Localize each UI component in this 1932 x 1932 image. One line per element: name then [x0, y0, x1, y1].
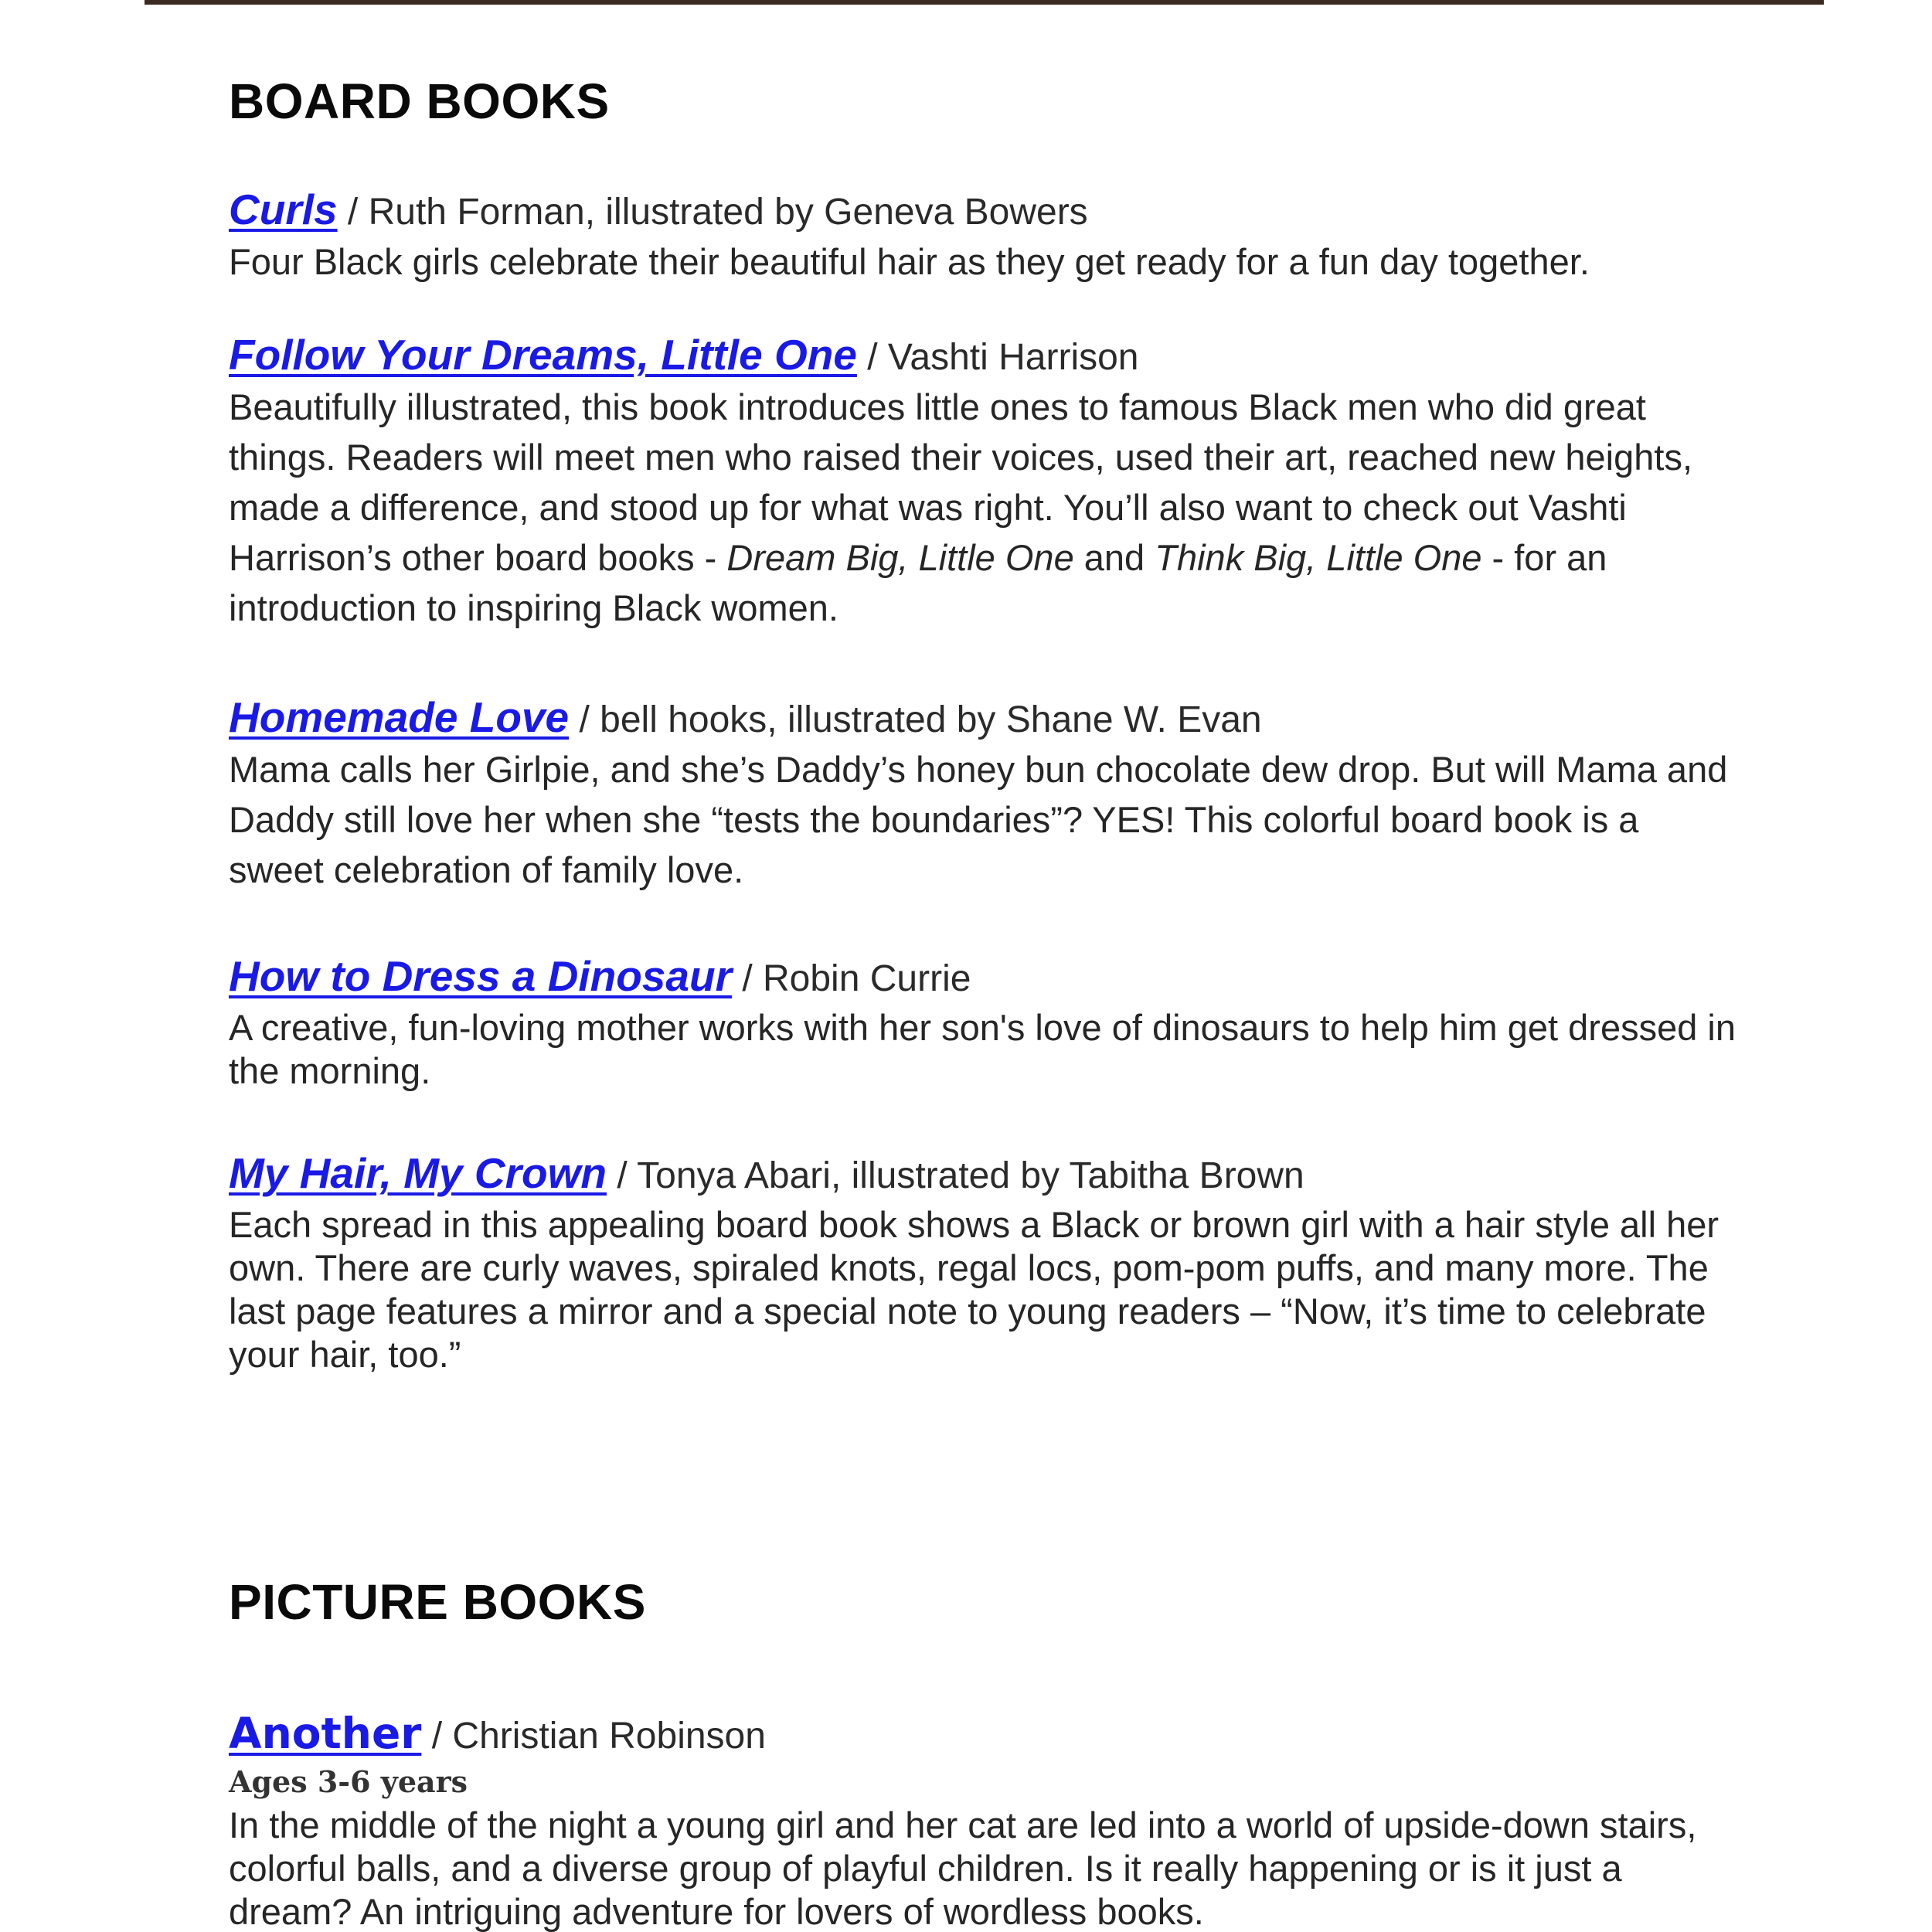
book-byline: / Ruth Forman, illustrated by Geneva Bowers — [337, 192, 1088, 233]
book-entry-follow-your-dreams — [229, 331, 1743, 633]
book-description: In the middle of the night a young girl and her cat are led into a world of upside-down stairs, colorful balls, and a diverse group of playful children. Is it really happening or is it just a dream? An intriguing adventure for lovers of wordless books. — [229, 1804, 1697, 1932]
description-text: and — [1073, 537, 1155, 578]
book-entry-curls — [229, 185, 1743, 287]
book-byline: / bell hooks, illustrated by Shane W. Evan — [569, 699, 1262, 740]
book-byline: / Robin Currie — [731, 958, 971, 999]
book-title-line — [229, 1709, 1743, 1760]
book-title-line — [229, 693, 1743, 744]
book-entry-my-hair-my-crown — [229, 1149, 1743, 1376]
book-title-line — [229, 331, 1743, 382]
description-italic-title: Think Big, Little One — [1155, 537, 1482, 578]
book-byline: / Christian Robinson — [421, 1716, 766, 1757]
book-entry-homemade-love — [229, 693, 1743, 895]
book-title-line — [229, 952, 1743, 1003]
description-italic-title: Dream Big, Little One — [726, 537, 1074, 578]
book-description — [229, 382, 1743, 633]
top-rule-divider — [145, 0, 1824, 5]
book-byline: / Vashti Harrison — [856, 337, 1139, 378]
book-description: A creative, fun-loving mother works with her son's love of dinosaurs to help him get dressed in the morning. — [229, 1007, 1736, 1091]
book-description: Mama calls her Girlpie, and she’s Daddy’s honey bun chocolate dew drop. But will Mama and Daddy still love her when she “tests the boundaries”? YES! This colorful board book is a sweet celebration of family love. — [229, 749, 1728, 890]
section-heading-picture-books: PICTURE BOOKS — [229, 1574, 646, 1630]
book-byline: / Tonya Abari, illustrated by Tabitha Brown — [606, 1155, 1304, 1196]
book-title-link[interactable]: Another — [229, 1709, 422, 1758]
book-description: Each spread in this appealing board book shows a Black or brown girl with a hair style all her own. There are curly waves, spiraled knots, regal locs, pom-pom puffs, and many more. The last page features a mirror and a special note to young readers – “Now, it’s time to celebrate your hair, too.” — [229, 1204, 1719, 1375]
book-title-link[interactable]: Follow Your Dreams, Little One — [229, 331, 857, 379]
book-title-link[interactable]: Homemade Love — [229, 693, 570, 741]
book-title-link[interactable]: How to Dress a Dinosaur — [229, 952, 732, 1000]
book-entry-another — [229, 1709, 1743, 1932]
section-heading-board-books: BOARD BOOKS — [229, 73, 610, 129]
age-range-label: Ages 3-6 years — [229, 1764, 468, 1799]
description-text: - for an introduction to inspiring Black women. — [229, 537, 1607, 628]
book-entry-how-to-dress-a-dinosaur — [229, 952, 1743, 1093]
book-description: Four Black girls celebrate their beautiful hair as they get ready for a fun day together. — [229, 241, 1590, 282]
book-title-link[interactable]: My Hair, My Crown — [229, 1149, 607, 1197]
book-title-line — [229, 1149, 1743, 1200]
book-title-line — [229, 185, 1743, 236]
description-text: Beautifully illustrated, this book introduces little ones to famous Black men who did great things. Readers will meet men who raised their voices, used their art, reached new heights, made a difference, and stood up for what was right. You’ll also want to check out Vashti Harrison’s other board books - — [229, 386, 1692, 578]
book-title-link[interactable]: Curls — [229, 185, 338, 233]
